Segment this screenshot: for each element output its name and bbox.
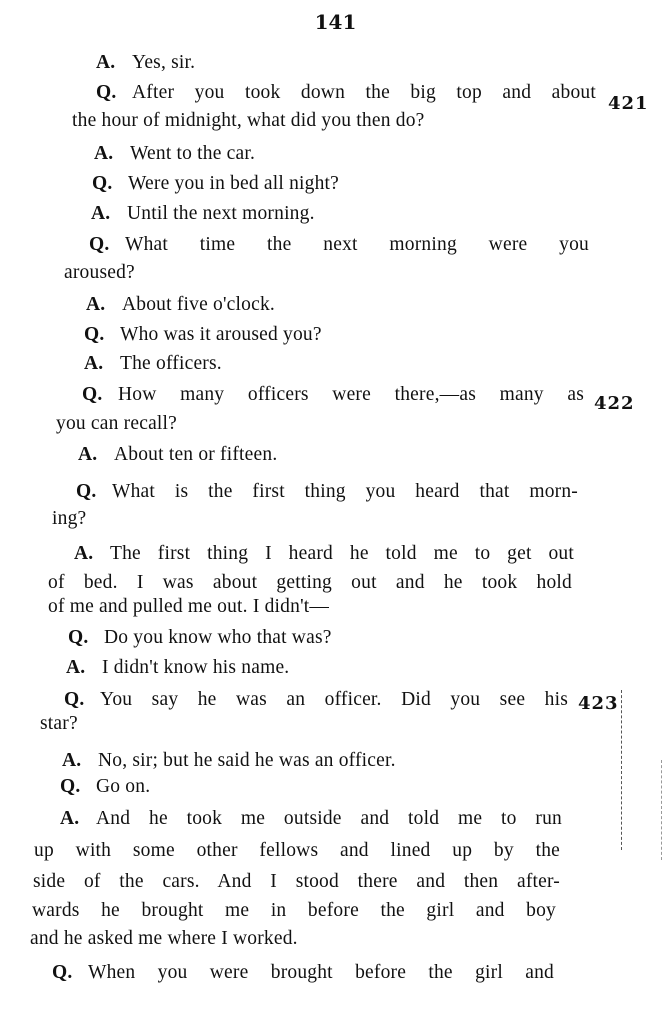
page-number: 141 xyxy=(314,10,357,34)
speaker-tag: Q. xyxy=(76,481,97,502)
line-text: star? xyxy=(40,713,78,734)
speaker-tag: Q. xyxy=(64,689,85,710)
line-text: of me and pulled me out. I didn't— xyxy=(48,596,330,617)
speaker-tag: Q. xyxy=(84,324,105,345)
transcript-line xyxy=(48,572,572,594)
transcript-line xyxy=(78,444,277,466)
transcript-line xyxy=(40,713,78,735)
line-text: Do you know who that was? xyxy=(104,627,332,648)
margin-rule xyxy=(661,760,663,860)
transcript-line xyxy=(64,689,568,711)
speaker-tag: A. xyxy=(91,203,111,224)
transcript-line xyxy=(68,627,332,649)
speaker-tag: A. xyxy=(62,750,82,771)
line-text: About ten or fifteen. xyxy=(114,444,278,465)
line-text: What time the next morning were you xyxy=(125,234,589,255)
transcript-line xyxy=(89,234,589,256)
margin-number: 422 xyxy=(594,393,635,414)
transcript-line xyxy=(52,962,554,984)
transcript-line xyxy=(60,776,150,798)
line-text: Yes, sir. xyxy=(132,52,196,73)
transcript-line xyxy=(84,324,322,346)
transcript-line xyxy=(86,294,275,316)
transcript-line xyxy=(56,413,177,435)
transcript-line xyxy=(64,262,135,284)
transcript-line xyxy=(74,543,574,565)
transcript-line xyxy=(84,353,222,375)
line-text: wards he brought me in before the girl and boy xyxy=(32,900,556,921)
line-text: Go on. xyxy=(96,776,151,797)
line-text: The first thing I heard he told me to get out xyxy=(110,543,574,564)
speaker-tag: Q. xyxy=(82,384,103,405)
speaker-tag: A. xyxy=(60,808,80,829)
line-text: You say he was an officer. Did you see his xyxy=(100,689,568,710)
margin-rule xyxy=(621,690,623,850)
transcript-line xyxy=(60,808,562,830)
speaker-tag: Q. xyxy=(89,234,110,255)
line-text: Went to the car. xyxy=(130,143,256,164)
speaker-tag: Q. xyxy=(68,627,89,648)
line-text: The officers. xyxy=(120,353,222,374)
transcript-line xyxy=(94,143,255,165)
transcript-line xyxy=(30,928,298,950)
line-text: the hour of midnight, what did you then do? xyxy=(72,110,425,131)
line-text: and he asked me where I worked. xyxy=(30,928,298,949)
speaker-tag: A. xyxy=(94,143,114,164)
line-text: Until the next morning. xyxy=(127,203,315,224)
speaker-tag: A. xyxy=(84,353,104,374)
transcript-line xyxy=(82,384,584,406)
line-text: No, sir; but he said he was an officer. xyxy=(98,750,396,771)
transcript-line xyxy=(48,596,329,618)
transcript-line xyxy=(76,481,578,503)
line-text: aroused? xyxy=(64,262,135,283)
transcript-line xyxy=(34,840,560,862)
transcript-line xyxy=(32,900,556,922)
transcript-line xyxy=(92,173,339,195)
transcript-line xyxy=(72,110,425,132)
transcript-line xyxy=(96,82,596,104)
line-text: What is the first thing you heard that morn- xyxy=(112,481,578,502)
transcript-line xyxy=(52,508,86,530)
line-text: Who was it aroused you? xyxy=(120,324,322,345)
speaker-tag: Q. xyxy=(92,173,113,194)
speaker-tag: A. xyxy=(78,444,98,465)
speaker-tag: A. xyxy=(86,294,106,315)
speaker-tag: A. xyxy=(74,543,94,564)
line-text: you can recall? xyxy=(56,413,178,434)
margin-number: 423 xyxy=(578,693,619,714)
line-text: Were you in bed all night? xyxy=(128,173,340,194)
speaker-tag: Q. xyxy=(52,962,73,983)
line-text: side of the cars. And I stood there and then after- xyxy=(33,871,560,892)
transcript-line xyxy=(62,750,396,772)
line-text: ing? xyxy=(52,508,87,529)
speaker-tag: Q. xyxy=(96,82,117,103)
speaker-tag: Q. xyxy=(60,776,81,797)
transcript-line xyxy=(33,871,560,893)
margin-number: 421 xyxy=(608,93,649,114)
line-text: up with some other fellows and lined up by the xyxy=(34,840,560,861)
line-text: When you were brought before the girl and xyxy=(88,962,554,983)
speaker-tag: A. xyxy=(96,52,116,73)
line-text: How many officers were there,—as many as xyxy=(118,384,584,405)
transcript-line xyxy=(96,52,195,74)
line-text: About five o'clock. xyxy=(122,294,275,315)
transcript-line xyxy=(66,657,289,679)
line-text: I didn't know his name. xyxy=(102,657,290,678)
line-text: of bed. I was about getting out and he took hold xyxy=(48,572,572,593)
line-text: And he took me outside and told me to run xyxy=(96,808,562,829)
line-text: After you took down the big top and about xyxy=(132,82,596,103)
speaker-tag: A. xyxy=(66,657,86,678)
transcript-line xyxy=(91,203,315,225)
